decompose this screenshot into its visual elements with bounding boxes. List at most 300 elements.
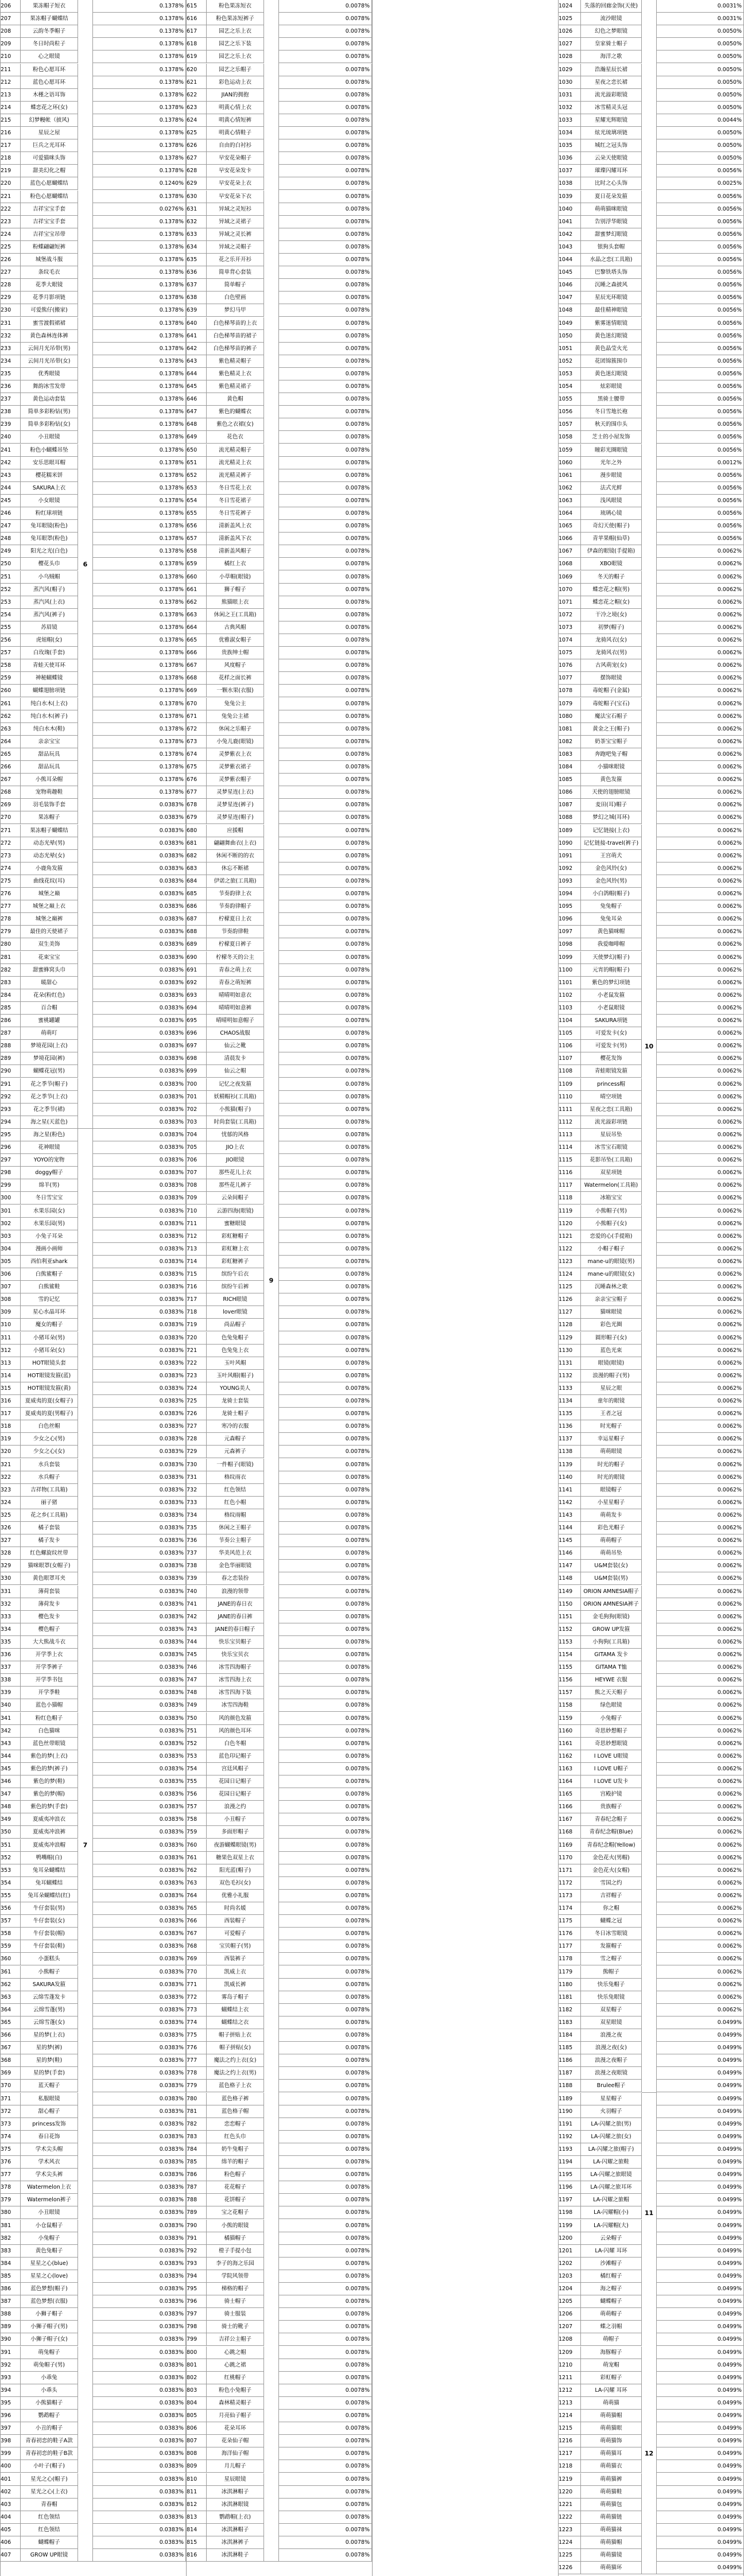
item-name: 彩虹糖上衣	[207, 1243, 264, 1256]
probability-value: 0.0383%	[93, 1661, 186, 1674]
row-number: 303	[0, 1230, 21, 1243]
row-number: 754	[186, 1763, 207, 1775]
probability-value: 0.0062%	[657, 1002, 744, 1015]
item-name: 园艺之乐上衣	[207, 50, 264, 63]
item-name: 牛仔套装(女)	[21, 1915, 78, 1928]
probability-value: 0.0062%	[657, 710, 744, 723]
item-name: 花朵仙子帽	[207, 2435, 264, 2447]
item-name: 云间月光吊带(男)	[21, 343, 78, 355]
item-name: 帽子拼贴(女)	[207, 2042, 264, 2054]
item-name: 彩色光帽子	[581, 1522, 642, 1534]
probability-value: 0.0062%	[657, 1395, 744, 1408]
item-name: 骑士服装	[207, 2308, 264, 2321]
probability-value: 0.0078%	[279, 825, 372, 837]
item-name: 瞳彩光圈眼镜	[581, 444, 642, 457]
item-name: 牛仔套装(男)	[21, 1902, 78, 1915]
probability-value: 0.0078%	[279, 1725, 372, 1738]
item-name: 贵族帽子	[581, 1801, 642, 1813]
row-number: 1100	[558, 964, 581, 977]
probability-value: 0.0499%	[657, 2169, 744, 2181]
probability-value: 0.0499%	[657, 2372, 744, 2384]
item-name: 优雅淑女帽子	[207, 634, 264, 647]
row-number: 340	[0, 1699, 21, 1712]
item-name: 尚品帽子	[207, 1319, 264, 1331]
item-name: 萌萌叮	[21, 1027, 78, 1040]
row-number: 789	[186, 2206, 207, 2219]
row-number: 701	[186, 1091, 207, 1104]
row-number: 1179	[558, 1966, 581, 1979]
probability-value: 0.0078%	[279, 2372, 372, 2384]
row-number: 235	[0, 368, 21, 380]
probability-value: 0.0078%	[279, 2118, 372, 2131]
probability-value: 0.0078%	[279, 837, 372, 850]
row-number: 1186	[558, 2054, 581, 2067]
item-name: 粉红色帽子	[21, 1712, 78, 1725]
row-number: 1126	[558, 1293, 581, 1306]
probability-value: 0.0499%	[657, 2295, 744, 2308]
probability-value: 0.0056%	[657, 495, 744, 507]
row-number: 717	[186, 1293, 207, 1306]
item-name: 小猫咪眼镜	[581, 761, 642, 774]
row-number: 261	[0, 698, 21, 710]
probability-value: 0.1378%	[93, 482, 186, 495]
probability-value: 0.0078%	[279, 938, 372, 951]
item-name: 青春纪念帽(Yellow)	[581, 1839, 642, 1852]
row-number: 1215	[558, 2422, 581, 2435]
item-name: 花饼帽子	[207, 2194, 264, 2206]
probability-value: 0.0078%	[279, 1750, 372, 1763]
item-name: 萌萌猫帽	[581, 2410, 642, 2422]
probability-value: 0.0499%	[657, 2473, 744, 2486]
item-name: 蒸汽风(裤子)	[21, 609, 78, 621]
row-number: 368	[0, 2054, 21, 2067]
item-name: 粉色果冻短裤子	[207, 13, 264, 25]
item-name: 李子的海之乐园	[207, 2258, 264, 2270]
item-name: 晴晴明如意衣	[207, 989, 264, 1002]
probability-value: 0.0078%	[279, 2384, 372, 2397]
item-name: 可爱熊仔(搬家)	[21, 304, 78, 317]
probability-value: 0.0383%	[93, 2372, 186, 2384]
row-number: 364	[0, 2004, 21, 2016]
item-name: 黄色发箍	[581, 774, 642, 786]
item-name: 玉叶风帽(帽子)	[207, 1370, 264, 1382]
item-name: 粉色小蝴蝶吊坠	[21, 444, 78, 457]
item-name: 简单多彩粉钻(女)	[21, 418, 78, 431]
item-name: JIO上衣	[207, 1141, 264, 1154]
probability-value: 0.0062%	[657, 1572, 744, 1585]
row-number: 1152	[558, 1623, 581, 1636]
probability-value: 0.0062%	[657, 1636, 744, 1649]
row-number: 753	[186, 1750, 207, 1763]
item-name: 萌萌猫衣	[581, 2460, 642, 2473]
probability-value: 0.0062%	[657, 1940, 744, 1953]
probability-value: 0.0062%	[657, 1928, 744, 1940]
probability-value: 0.1378%	[93, 533, 186, 545]
item-name: 流光精灵上衣	[207, 457, 264, 469]
probability-value: 0.0383%	[93, 1674, 186, 1687]
probability-value: 0.0499%	[657, 2549, 744, 2562]
row-number: 665	[186, 634, 207, 647]
probability-value: 0.0062%	[657, 1065, 744, 1078]
probability-value: 0.0062%	[657, 1370, 744, 1382]
row-number: 816	[186, 2549, 207, 2562]
item-name: 心跳之裙	[207, 2359, 264, 2372]
probability-value: 0.0056%	[657, 444, 744, 457]
item-name: 沙滩帽子	[581, 2258, 642, 2270]
probability-value: 0.0078%	[279, 191, 372, 203]
item-name: 时尚名媛	[207, 1902, 264, 1915]
probability-value: 0.0078%	[279, 1091, 372, 1104]
probability-value: 0.1378%	[93, 152, 186, 165]
row-number: 775	[186, 2029, 207, 2042]
row-number: 1136	[558, 1420, 581, 1433]
row-number: 259	[0, 672, 21, 685]
item-name: CHAOS战服	[207, 1027, 264, 1040]
row-number: 281	[0, 951, 21, 964]
item-name: 小熊帽子	[21, 1966, 78, 1979]
probability-value: 0.0078%	[279, 1560, 372, 1572]
probability-value: 0.0499%	[657, 2283, 744, 2295]
row-number: 1202	[558, 2258, 581, 2270]
probability-value: 0.0078%	[279, 1763, 372, 1775]
probability-value: 0.0078%	[279, 317, 372, 330]
probability-value: 0.0383%	[93, 1509, 186, 1522]
probability-value: 0.0056%	[657, 216, 744, 228]
probability-value: 0.0078%	[279, 343, 372, 355]
item-name: RICH眼镜	[207, 1293, 264, 1306]
row-number: 627	[186, 152, 207, 165]
row-number: 1190	[558, 2105, 581, 2118]
item-name: 黄色猫咪帽	[581, 926, 642, 938]
row-number: 382	[0, 2232, 21, 2245]
row-number: 660	[186, 571, 207, 584]
probability-value: 0.0078%	[279, 2067, 372, 2080]
item-name: 奇思妙想眼镜	[581, 1738, 642, 1750]
row-number: 315	[0, 1382, 21, 1395]
probability-value: 0.0383%	[93, 1192, 186, 1205]
row-number: 732	[186, 1484, 207, 1497]
row-number: 745	[186, 1649, 207, 1661]
item-name: 流光溢彩项链	[581, 1116, 642, 1129]
row-number: 809	[186, 2460, 207, 2473]
probability-value: 0.0056%	[657, 317, 744, 330]
probability-value: 0.0078%	[279, 533, 372, 545]
item-name: 百合帽	[21, 1002, 78, 1015]
row-number: 287	[0, 1027, 21, 1040]
row-number: 250	[0, 558, 21, 570]
probability-value: 0.0078%	[279, 2499, 372, 2511]
item-name: 紫色精灵上衣	[207, 368, 264, 380]
item-name: 紫色的梦(上衣)	[21, 1750, 78, 1763]
item-name: 萌萌猫包	[581, 2499, 642, 2511]
row-number: 386	[0, 2283, 21, 2295]
item-name: 晴晴明如意帽子	[207, 1015, 264, 1027]
row-number: 306	[0, 1268, 21, 1281]
probability-value: 0.0383%	[93, 1940, 186, 1953]
item-name: 奇思妙想帽子	[581, 1725, 642, 1738]
row-number: 1084	[558, 761, 581, 774]
probability-value: 0.0062%	[657, 1129, 744, 1141]
item-name: 时光的帽子	[581, 1459, 642, 1471]
probability-value: 0.0078%	[279, 203, 372, 216]
item-name: 花团锦簇围巾	[581, 355, 642, 368]
row-number: 1193	[558, 2143, 581, 2156]
row-number: 309	[0, 1306, 21, 1319]
item-name: 早安花朵上衣	[207, 177, 264, 190]
row-number: 726	[186, 1408, 207, 1420]
item-name: 花季大眼镜	[21, 279, 78, 292]
probability-value: 0.0078%	[279, 152, 372, 165]
row-number: 646	[186, 393, 207, 406]
item-name: 月儿帽子	[207, 2460, 264, 2473]
item-name: SAKURA发箍	[21, 1979, 78, 1991]
probability-value: 0.0383%	[93, 2093, 186, 2105]
row-number: 636	[186, 266, 207, 279]
probability-value: 0.0078%	[279, 1345, 372, 1357]
row-number: 321	[0, 1459, 21, 1471]
item-name: 可爱猫咪头饰	[21, 152, 78, 165]
row-number: 1057	[558, 418, 581, 431]
probability-value: 0.0078%	[279, 1027, 372, 1040]
item-name: 冬日冰雪眼镜	[581, 1928, 642, 1940]
row-number: 672	[186, 723, 207, 736]
row-number: 278	[0, 913, 21, 926]
row-number: 731	[186, 1471, 207, 1484]
row-number: 721	[186, 1345, 207, 1357]
probability-value: 0.0062%	[657, 1712, 744, 1725]
row-number: 1097	[558, 926, 581, 938]
probability-value: 0.0078%	[279, 2473, 372, 2486]
row-number: 784	[186, 2143, 207, 2156]
row-number: 1082	[558, 736, 581, 748]
item-name: 黄色兔帽子	[21, 2245, 78, 2258]
row-number: 649	[186, 431, 207, 444]
item-name: 粉红球项链	[21, 507, 78, 520]
row-number: 1091	[558, 850, 581, 862]
item-name: 恋恋帽子	[207, 2118, 264, 2131]
probability-value: 0.0499%	[657, 2397, 744, 2410]
item-name: 可爱发卡(女)	[581, 1027, 642, 1040]
row-number: 345	[0, 1763, 21, 1775]
item-name: 浪漫之夜	[581, 2029, 642, 2042]
probability-value: 0.0383%	[93, 2447, 186, 2460]
item-name: 快乐兔帽子	[581, 1979, 642, 1991]
row-number: 639	[186, 304, 207, 317]
probability-value: 0.0383%	[93, 825, 186, 837]
probability-value: 0.0062%	[657, 1192, 744, 1205]
probability-value: 0.0499%	[657, 2206, 744, 2219]
row-number: 394	[0, 2384, 21, 2397]
probability-value: 0.0383%	[93, 1953, 186, 1965]
row-number: 1096	[558, 913, 581, 926]
probability-value: 0.0078%	[279, 114, 372, 127]
probability-value: 0.1378%	[93, 774, 186, 786]
probability-value: 0.0078%	[279, 1357, 372, 1370]
probability-value: 0.0062%	[657, 1268, 744, 1281]
row-number: 1225	[558, 2549, 581, 2562]
item-name: 海洋仙子帽	[207, 2447, 264, 2460]
probability-value: 0.0078%	[279, 1230, 372, 1243]
item-name: 蓝色梦想(帽子)	[21, 2283, 78, 2295]
probability-value: 0.0383%	[93, 1712, 186, 1725]
probability-value: 0.1378%	[93, 609, 186, 621]
item-name: 阳光之光(白色)	[21, 545, 78, 558]
item-name: 小兔帽子	[21, 2232, 78, 2245]
row-number: 629	[186, 177, 207, 190]
item-name: 灵梦紫衣裙子	[207, 761, 264, 774]
probability-value: 0.1378%	[93, 355, 186, 368]
probability-value: 0.0383%	[93, 1141, 186, 1154]
row-number: 1085	[558, 774, 581, 786]
row-number: 1110	[558, 1091, 581, 1104]
item-name: 双星项链	[581, 1167, 642, 1179]
item-name: 小白鸽帽(帽子)	[581, 888, 642, 900]
item-name: 心之眼镜	[21, 50, 78, 63]
item-name: GROW UP眼镜	[21, 2549, 78, 2562]
probability-value: 0.0078%	[279, 748, 372, 761]
probability-value: 0.0078%	[279, 698, 372, 710]
probability-value: 0.0078%	[279, 2206, 372, 2219]
item-name: 小帽子帽子	[581, 1243, 642, 1256]
item-name: 兔兔耳朵	[581, 913, 642, 926]
item-name: 忧郁的风格	[207, 1129, 264, 1141]
item-name: GITAMA 发卡	[581, 1649, 642, 1661]
item-name: 流沙眼镜	[581, 13, 642, 25]
row-number: 615	[186, 0, 207, 13]
row-number: 770	[186, 1966, 207, 1979]
item-name: 青春初恋的鞋子A款	[21, 2435, 78, 2447]
item-name: 开学季裤子	[21, 1661, 78, 1674]
row-number: 644	[186, 368, 207, 380]
probability-value: 0.0078%	[279, 2536, 372, 2549]
probability-value: 0.0499%	[657, 2181, 744, 2194]
probability-value: 0.0383%	[93, 1636, 186, 1649]
row-number: 1221	[558, 2499, 581, 2511]
item-name: 龙骑风衣(男)	[581, 647, 642, 659]
probability-value: 0.0078%	[279, 926, 372, 938]
row-number: 805	[186, 2410, 207, 2422]
probability-value: 0.0078%	[279, 1408, 372, 1420]
item-name: 青春初恋的鞋子B款	[21, 2447, 78, 2460]
probability-value: 0.0078%	[279, 596, 372, 609]
row-number: 1151	[558, 1611, 581, 1623]
probability-value: 0.0056%	[657, 330, 744, 343]
probability-value: 0.0062%	[657, 1991, 744, 2004]
row-number: 1029	[558, 64, 581, 76]
probability-value: 0.0383%	[93, 1813, 186, 1826]
probability-value: 0.0383%	[93, 862, 186, 875]
item-name: 魔法之约上衣(女)	[207, 2054, 264, 2067]
item-name: 双色毛衫(女)	[207, 1877, 264, 1890]
row-number: 1150	[558, 1598, 581, 1611]
item-name: 小兔子耳朵	[21, 1230, 78, 1243]
item-name: 小叶子(帽子)	[21, 2460, 78, 2473]
probability-value: 0.0499%	[657, 2499, 744, 2511]
probability-value: 0.0056%	[657, 533, 744, 545]
probability-value: 0.0062%	[657, 1674, 744, 1687]
probability-value: 0.0383%	[93, 1065, 186, 1078]
item-name: 青蛙眼镜发箍	[581, 1065, 642, 1078]
probability-value: 0.1378%	[93, 380, 186, 393]
item-name: 宝之花帽子	[207, 2206, 264, 2219]
probability-value: 0.0078%	[279, 1484, 372, 1497]
item-name: 清新盖风帽子	[207, 545, 264, 558]
item-name: 花之季节(帽子)	[21, 1078, 78, 1091]
probability-value: 0.0078%	[279, 469, 372, 482]
item-name: 白色丝帽	[21, 1420, 78, 1433]
item-name: 小狮子帽子	[21, 2308, 78, 2321]
probability-value: 0.0056%	[657, 203, 744, 216]
probability-value: 0.0062%	[657, 1433, 744, 1446]
probability-value: 0.1378%	[93, 571, 186, 584]
item-name: 蜜糖眼镜	[207, 1218, 264, 1230]
row-number: 1108	[558, 1065, 581, 1078]
row-number: 765	[186, 1902, 207, 1915]
row-number: 298	[0, 1167, 21, 1179]
item-name: 异域之灵短衫	[207, 203, 264, 216]
probability-value: 0.0078%	[279, 177, 372, 190]
probability-value: 0.0383%	[93, 900, 186, 913]
probability-value: 0.0383%	[93, 2220, 186, 2232]
row-number: 383	[0, 2245, 21, 2258]
item-name: 樱花头巾	[21, 558, 78, 570]
row-number: 705	[186, 1141, 207, 1154]
probability-value: 0.0383%	[93, 2156, 186, 2169]
row-number: 232	[0, 330, 21, 343]
probability-value: 0.0078%	[279, 1205, 372, 1218]
probability-value: 0.0078%	[279, 2169, 372, 2181]
item-name: 蓝色格子裤	[207, 2093, 264, 2105]
probability-value: 0.0383%	[93, 1522, 186, 1534]
probability-value: 0.0383%	[93, 2232, 186, 2245]
row-number: 1177	[558, 1940, 581, 1953]
row-number: 687	[186, 913, 207, 926]
row-number: 1106	[558, 1040, 581, 1052]
probability-value: 0.0062%	[657, 1332, 744, 1345]
row-number: 697	[186, 1040, 207, 1052]
probability-value: 0.1378%	[93, 292, 186, 304]
row-number: 1164	[558, 1775, 581, 1788]
item-name: 清新盖风下衣	[207, 533, 264, 545]
probability-value: 0.0078%	[279, 0, 372, 13]
row-number: 220	[0, 177, 21, 190]
row-number: 640	[186, 317, 207, 330]
item-name: 果冻帽子蝴蝶结	[21, 13, 78, 25]
item-name: 眼镜帽子	[581, 1484, 642, 1497]
probability-value: 0.1378%	[93, 368, 186, 380]
row-number: 1167	[558, 1813, 581, 1826]
probability-value: 0.0078%	[279, 558, 372, 570]
item-name: 蓝色光束	[581, 1345, 642, 1357]
item-name: 紫雾迷情眼镜	[581, 317, 642, 330]
item-name: 红桃帽子	[207, 2372, 264, 2384]
row-number: 234	[0, 355, 21, 368]
probability-value: 0.0078%	[279, 2410, 372, 2422]
probability-value: 0.0062%	[657, 1560, 744, 1572]
row-number: 774	[186, 2016, 207, 2029]
item-name: HOT眼镜头套	[21, 1357, 78, 1370]
row-number: 755	[186, 1775, 207, 1788]
item-name: 水兵帽子	[21, 1471, 78, 1484]
row-number: 635	[186, 254, 207, 266]
row-number: 1169	[558, 1839, 581, 1852]
row-number: 1081	[558, 723, 581, 736]
row-number: 1093	[558, 875, 581, 888]
item-name: 兔兔公主	[207, 698, 264, 710]
probability-value: 0.0383%	[93, 799, 186, 811]
item-name: 古风萌宠(女)	[581, 659, 642, 672]
probability-value: 0.0062%	[657, 786, 744, 799]
